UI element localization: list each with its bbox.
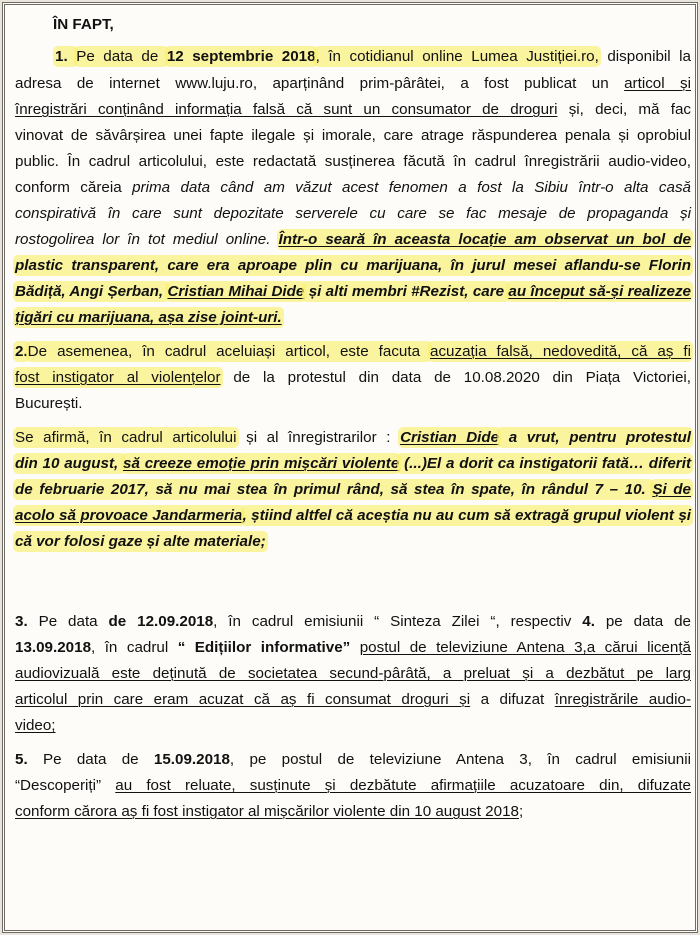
text-span: Se afirmă, în cadrul articolului [15, 429, 237, 446]
text-line-24 [15, 713, 691, 739]
text-span: și al înregistrarilor : [236, 429, 401, 446]
text-span: 5. [15, 751, 28, 768]
text-line-8 [15, 227, 691, 253]
text-span: De asemenea, în cadrul aceluiași articol, este facuta [27, 343, 431, 360]
text-span: 4. [582, 613, 595, 630]
text-span: fost instigator al violențelor [15, 369, 221, 386]
text-line-20 [15, 609, 691, 635]
text-span: 15.09.2018 [153, 751, 230, 768]
text-span: au început să-și realizeze [508, 283, 691, 300]
text-span: , în cadrul [91, 639, 178, 656]
document-frame [2, 2, 698, 933]
text-line-19 [15, 529, 691, 555]
text-span: Pe data [27, 613, 109, 630]
text-span: prima data când am văzut acest fenomen a fost la Sibiu într-o alta casă [132, 179, 691, 196]
text-line-26 [15, 773, 691, 799]
text-span: adresa de internet www.luju.ro, aparținând prim-pârâtei, a fost publicat un [15, 75, 625, 92]
text-span: audiovizuală este deținută de societatea secund-pârâtă, a preluat și a dezbătut pe larg [15, 665, 691, 682]
text-span: disponibil la [598, 48, 692, 65]
text-line-13 [15, 365, 691, 391]
text-span: “ Edițiilor informative” [177, 639, 351, 656]
text-span: conform căreia [15, 179, 133, 196]
text-line-21 [15, 635, 691, 661]
text-line-9 [15, 253, 691, 279]
text-line-7 [15, 201, 691, 227]
text-span: plastic transparent, care era aproape plin cu marijuana, în jurul mesei aflandu-se Florin [15, 257, 691, 274]
text-span: țigări cu marijuana, așa zise joint-uri. [15, 309, 282, 326]
text-span: înregistrările audio- [554, 691, 692, 708]
text-span: că vor folosi gaze și alte materiale; [15, 533, 266, 550]
text-span: Cristian Dide [400, 429, 500, 446]
text-line-2 [15, 71, 691, 97]
text-span: 1. [55, 48, 77, 65]
text-line-17 [15, 477, 691, 503]
text-span: , în cotidianul online Lumea Justiției.ro, [315, 48, 599, 65]
text-span: din 10 august, [15, 455, 124, 472]
text-span: “Descoperiți” [15, 777, 102, 794]
text-span: conform cărora aș fi fost instigator al mișcărilor violente din 10 august 2018 [15, 803, 519, 820]
text-span: ; [518, 803, 524, 820]
document-heading: ÎN FAPT, [53, 16, 114, 33]
text-span: acuzația falsă, nedovedită, că aș fi [430, 343, 691, 360]
text-span: , știind altfel că aceștia nu au cum să extragă grupul violent și [242, 507, 691, 524]
text-span: articolul prin care eram acuzat că aș fi consumat droguri și [15, 691, 471, 708]
text-span: să creeze emoție prin mișcări violente [123, 455, 400, 472]
text-span: , pe postul de televiziune Antena 3, în cadrul emisiunii [229, 751, 691, 768]
text-span: articol și [624, 75, 691, 92]
text-line-6 [15, 175, 691, 201]
text-span [350, 639, 359, 656]
text-span: au fost reluate, susținute și dezbătute afirmațiile acuzatoare din, difuzate [115, 777, 691, 794]
text-span: postul de televiziune Antena 3,a cărui licență [359, 639, 691, 656]
text-span: Pe data de [27, 751, 154, 768]
text-line-18 [15, 503, 691, 529]
text-span: a vrut, pentru protestul [499, 429, 692, 446]
text-line-4 [15, 123, 691, 149]
text-span: Cristian Mihai Dide [167, 283, 305, 300]
text-span: de 12.09.2018 [108, 613, 214, 630]
text-span: , în cadrul emisiunii “ Sinteza Zilei “, respectiv [213, 613, 583, 630]
text-span: București. [15, 395, 83, 412]
text-span: 13.09.2018 [15, 639, 92, 656]
text-span: pe data de [594, 613, 691, 630]
text-line-25 [15, 747, 691, 773]
text-line-22 [15, 661, 691, 687]
text-line-27 [15, 799, 691, 825]
text-line-16 [15, 451, 691, 477]
text-span: public. În cadrul articolului, este redactată susținerea făcută în cadrul înregistrării audio-video, [15, 153, 691, 170]
text-span: și, deci, mă fac [557, 101, 691, 118]
text-span: 2. [15, 343, 28, 360]
text-span: 12 septembrie 2018 [166, 48, 316, 65]
text-span: conspirativă în care sunt depozitate serverele cu care se fac mesaje de propaganda și [15, 205, 691, 222]
text-span: Și de [652, 481, 691, 498]
text-span: a difuzat [470, 691, 555, 708]
text-span [101, 777, 115, 794]
text-span: vinovat de săvârșirea unei fapte ilegale și imorale, care atrage răspunderea penala și oprobiul [15, 127, 691, 144]
text-line-10 [15, 279, 691, 305]
text-line-1 [55, 44, 691, 70]
text-span: video; [15, 717, 56, 734]
text-span: Într-o seară în aceasta locație am observat un bol de [278, 231, 691, 248]
text-span: de februarie 2017, să nu mai stea în primul rând, să stea în spate, în rândul 7 – 10. [15, 481, 653, 498]
text-span: Pe data de [76, 48, 167, 65]
text-span: înregistrări conținând informația falsă că sunt un consumator de droguri [15, 101, 558, 118]
text-line-11 [15, 305, 691, 331]
text-line-5 [15, 149, 691, 175]
text-line-3 [15, 97, 691, 123]
text-span: acolo să provoace Jandarmeria [15, 507, 243, 524]
text-line-23 [15, 687, 691, 713]
text-line-12 [15, 339, 691, 365]
text-line-14 [15, 391, 691, 417]
text-span: de la protestul din data de 10.08.2020 din Piața Victoriei, [220, 369, 691, 386]
text-line-15 [15, 425, 691, 451]
text-span: (...)El a dorit ca instigatorii fată… diferit [399, 455, 691, 472]
text-span: Bădiță, Angi Șerban, [15, 283, 168, 300]
text-span: rostogolirea lor în tot mediul online. [15, 231, 279, 248]
text-span: 3. [15, 613, 28, 630]
text-span: și alti membri #Rezist, care [304, 283, 509, 300]
